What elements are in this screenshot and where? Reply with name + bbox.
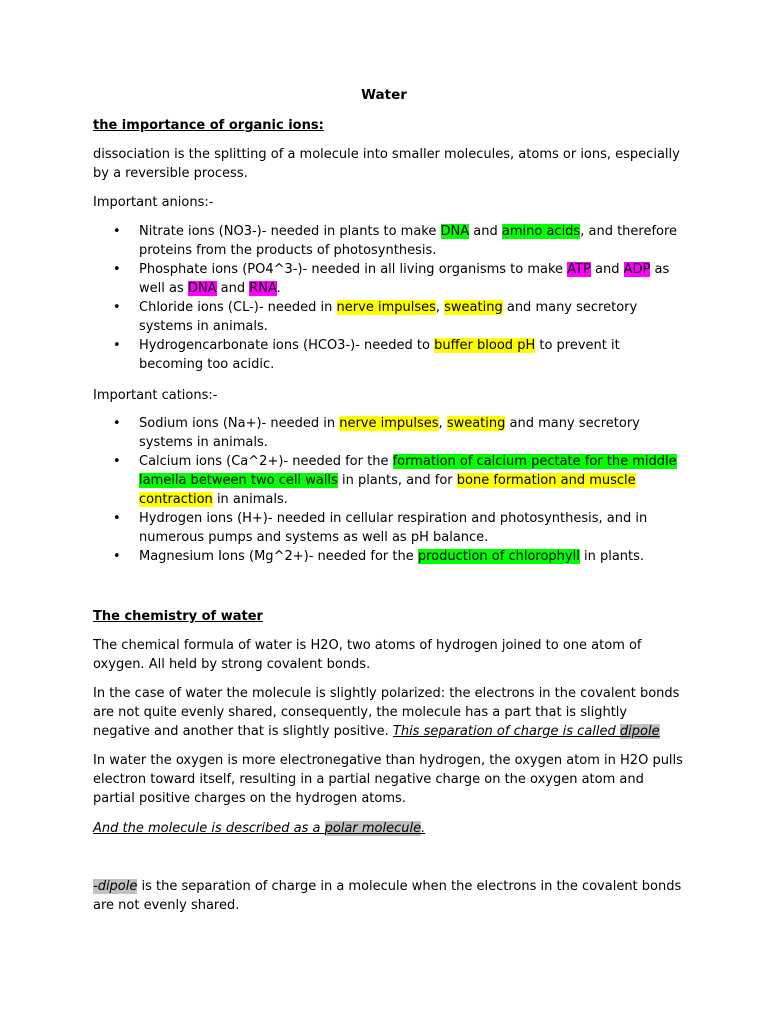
highlight-green: production of chlorophyll	[417, 549, 580, 564]
formula-paragraph: The chemical formula of water is H2O, two atoms of hydrogen joined to one atom of oxygen. All held by strong covalent bonds.	[93, 638, 642, 672]
bullet-icon: •	[113, 262, 121, 277]
section-heading-organic-ions: the importance of organic ions:	[93, 118, 324, 133]
italic-underlined-text: .	[421, 821, 426, 836]
item-text: .	[276, 281, 281, 296]
list-item-nitrate	[93, 222, 683, 260]
item-text: Nitrate ions (NO3-)- needed in plants to make	[139, 224, 441, 239]
anions-label: Important anions:-	[93, 195, 214, 210]
highlight-magenta: RNA	[249, 281, 277, 296]
polar-molecule-paragraph	[93, 819, 683, 838]
item-text: and	[469, 224, 502, 239]
paragraph-text: is the separation of charge in a molecule when the electrons in the covalent bonds are not evenly shared.	[93, 879, 682, 913]
highlight-magenta: ADP	[623, 262, 651, 277]
electronegative-paragraph: In water the oxygen is more electronegative than hydrogen, the oxygen atom in H2O pulls electron toward itself, resulting in a partial negative charge on the oxygen atom and partial positive charges on the hydrogen atoms.	[93, 753, 683, 806]
anions-list	[93, 222, 683, 374]
highlight-grey: polar molecule	[324, 821, 422, 836]
highlight-yellow: bone formation and muscle contraction	[139, 473, 636, 507]
list-item-sodium	[93, 414, 683, 452]
highlight-grey: dipole	[619, 724, 660, 739]
item-text: Magnesium Ions (Mg^2+)- needed for the	[139, 549, 418, 564]
list-item-hydrogen	[93, 509, 683, 547]
item-text: as well as	[139, 262, 670, 296]
paragraph-text: In the case of water the molecule is slightly polarized: the electrons in the covalent bonds are not quite evenly shared, consequently, the molecule has a part that is slightly negative and another that is slightly positive.	[93, 686, 680, 739]
section-heading-chemistry: The chemistry of water	[93, 609, 263, 624]
dissociation-paragraph: dissociation is the splitting of a molecule into smaller molecules, atoms or ions, especially by a reversible process.	[93, 147, 680, 181]
item-text: , and therefore proteins from the products of photosynthesis.	[139, 224, 678, 258]
list-item-phosphate	[93, 260, 683, 298]
highlight-yellow: nerve impulses	[339, 416, 439, 431]
list-item-chloride	[93, 298, 683, 336]
bullet-icon: •	[113, 454, 121, 469]
list-item-hydrogencarbonate	[93, 336, 683, 374]
bullet-icon: •	[113, 549, 121, 564]
highlight-green: amino acids	[501, 224, 581, 239]
highlight-yellow: buffer blood pH	[434, 338, 536, 353]
cations-label: Important cations:-	[93, 388, 218, 403]
polarized-paragraph	[93, 684, 683, 741]
highlight-magenta: ATP	[567, 262, 591, 277]
highlight-yellow: nerve impulses	[336, 300, 436, 315]
bullet-icon: •	[113, 224, 121, 239]
item-text: to prevent it becoming too acidic.	[139, 338, 620, 372]
item-text: and many secretory systems in animals.	[139, 300, 638, 334]
item-text: and many secretory systems in animals.	[139, 416, 640, 450]
item-text: in plants.	[579, 549, 645, 564]
list-item-magnesium	[93, 547, 683, 566]
dipole-definition-paragraph	[93, 877, 683, 915]
item-text: Hydrogen ions (H+)- needed in cellular respiration and photosynthesis, and in numerous pumps and systems as well as pH balance.	[139, 511, 648, 545]
document-title: Water	[361, 87, 407, 103]
bullet-icon: •	[113, 338, 121, 353]
item-text: Sodium ions (Na+)- needed in	[139, 416, 340, 431]
item-text: and	[216, 281, 250, 296]
item-text: in plants, and for	[337, 473, 457, 488]
cations-list	[93, 414, 683, 566]
item-text: Calcium ions (Ca^2+)- needed for the	[139, 454, 393, 469]
item-text: ,	[438, 416, 447, 431]
item-text: and	[590, 262, 624, 277]
list-item-calcium	[93, 452, 683, 509]
bullet-icon: •	[113, 511, 121, 526]
item-text: ,	[435, 300, 445, 315]
highlight-grey: -dipole	[93, 879, 138, 894]
italic-underlined-text: And the molecule is described as a	[93, 821, 325, 836]
item-text: Phosphate ions (PO4^3-)- needed in all living organisms to make	[139, 262, 568, 277]
item-text: Hydrogencarbonate ions (HCO3-)- needed to	[139, 338, 435, 353]
item-text: Chloride ions (CL-)- needed in	[139, 300, 337, 315]
highlight-yellow: sweating	[444, 300, 503, 315]
bullet-icon: •	[113, 300, 121, 315]
highlight-green: DNA	[440, 224, 470, 239]
item-text: in animals.	[212, 492, 288, 507]
bullet-icon: •	[113, 416, 121, 431]
highlight-green: formation of calcium pectate for the middle lamella between two cell walls	[139, 454, 677, 488]
italic-underlined-text: This separation of charge is called	[392, 724, 620, 739]
highlight-yellow: sweating	[446, 416, 506, 431]
highlight-magenta: DNA	[187, 281, 217, 296]
